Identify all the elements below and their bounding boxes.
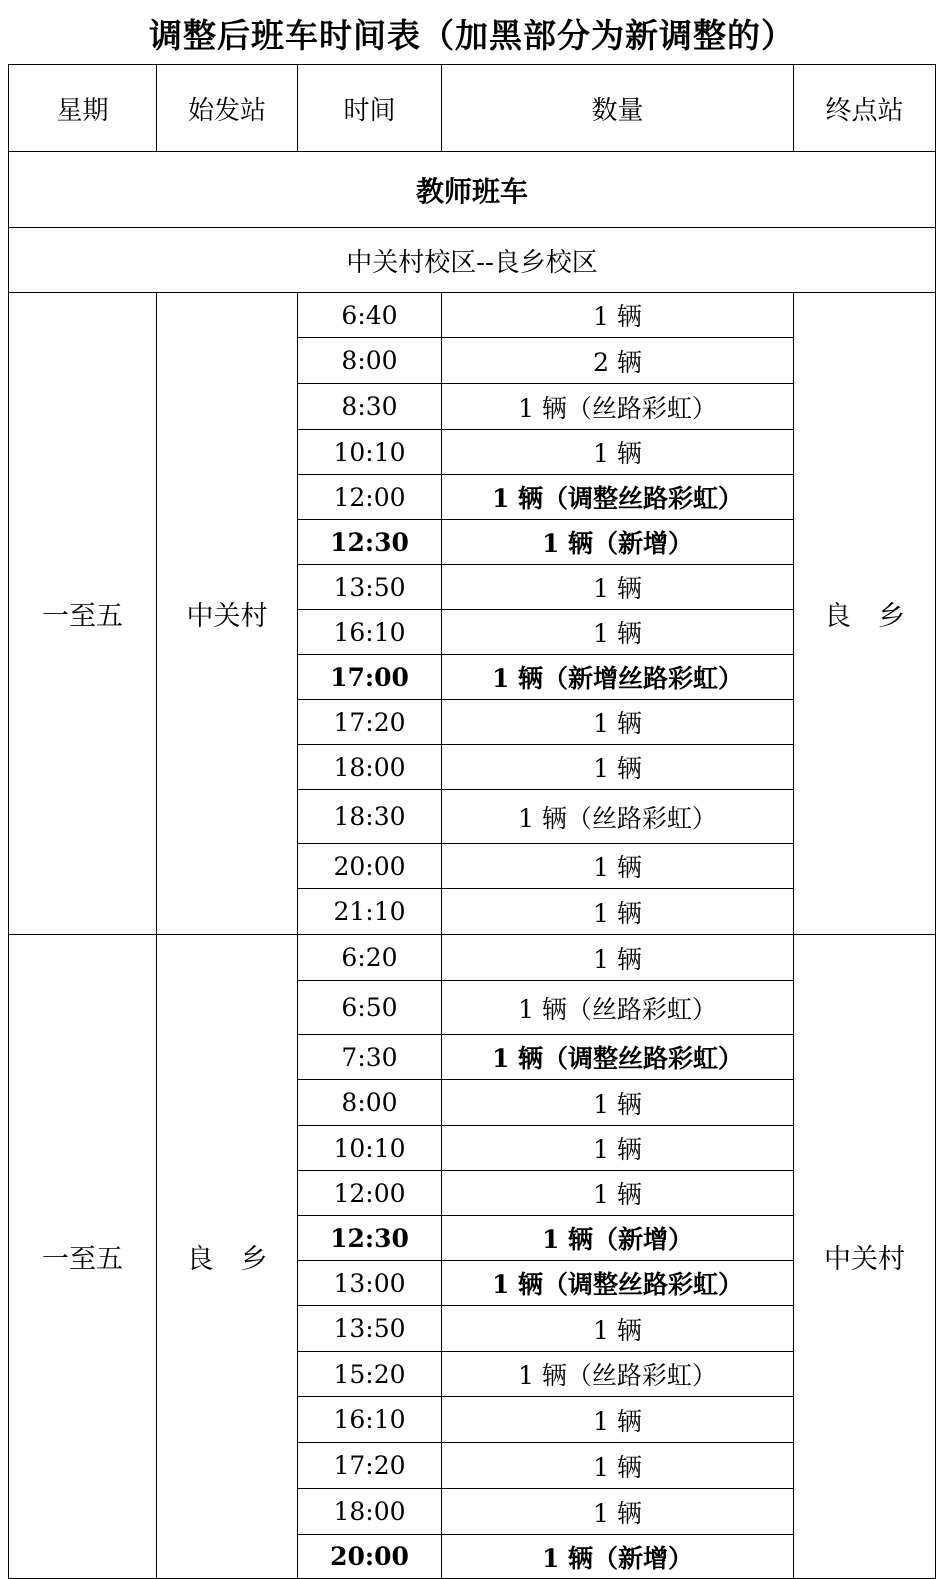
quantity-cell: 1 辆（新增） <box>442 520 794 565</box>
weekday-cell: 一至五 <box>9 935 157 1579</box>
quantity-cell: 1 辆 <box>442 935 794 981</box>
quantity-cell: 1 辆（新增） <box>442 1216 794 1261</box>
quantity-cell: 1 辆（丝路彩虹） <box>442 1352 794 1397</box>
header-end-station: 终点站 <box>794 65 936 152</box>
header-row <box>9 65 936 152</box>
header-weekday: 星期 <box>9 65 157 152</box>
time-cell: 21:10 <box>298 889 442 935</box>
time-cell: 15:20 <box>298 1352 442 1397</box>
time-cell: 17:20 <box>298 700 442 745</box>
time-cell: 17:00 <box>298 655 442 700</box>
time-cell: 13:50 <box>298 565 442 610</box>
time-cell: 8:00 <box>298 338 442 384</box>
section-row <box>9 152 936 228</box>
schedule-table <box>8 64 936 1579</box>
time-cell: 6:50 <box>298 981 442 1035</box>
start-station-cell: 良 乡 <box>157 935 298 1579</box>
time-cell: 20:00 <box>298 844 442 889</box>
time-cell: 17:20 <box>298 1443 442 1489</box>
route-row <box>9 228 936 293</box>
quantity-cell: 1 辆 <box>442 1171 794 1216</box>
time-cell: 13:50 <box>298 1306 442 1352</box>
quantity-cell: 1 辆 <box>442 1126 794 1171</box>
quantity-cell: 1 辆 <box>442 745 794 790</box>
time-cell: 12:30 <box>298 520 442 565</box>
end-station-cell: 中关村 <box>794 935 936 1579</box>
quantity-cell: 1 辆（调整丝路彩虹） <box>442 475 794 520</box>
weekday-cell: 一至五 <box>9 293 157 935</box>
route-title: 中关村校区--良乡校区 <box>9 228 936 293</box>
time-cell: 12:00 <box>298 475 442 520</box>
time-cell: 18:00 <box>298 1489 442 1535</box>
quantity-cell: 1 辆 <box>442 889 794 935</box>
quantity-cell: 1 辆 <box>442 844 794 889</box>
page-title: 调整后班车时间表（加黑部分为新调整的） <box>149 16 795 55</box>
header-quantity: 数量 <box>442 65 794 152</box>
quantity-cell: 1 辆 <box>442 1306 794 1352</box>
quantity-cell: 1 辆（调整丝路彩虹） <box>442 1035 794 1080</box>
quantity-cell: 1 辆（丝路彩虹） <box>442 981 794 1035</box>
table-row <box>9 293 936 338</box>
quantity-cell: 1 辆 <box>442 1443 794 1489</box>
end-station-cell: 良 乡 <box>794 293 936 935</box>
time-cell: 8:00 <box>298 1080 442 1126</box>
start-station-cell: 中关村 <box>157 293 298 935</box>
quantity-cell: 1 辆 <box>442 1489 794 1535</box>
time-cell: 12:00 <box>298 1171 442 1216</box>
table-row <box>9 935 936 981</box>
quantity-cell: 1 辆 <box>442 565 794 610</box>
time-cell: 20:00 <box>298 1535 442 1579</box>
quantity-cell: 1 辆 <box>442 610 794 655</box>
time-cell: 18:30 <box>298 790 442 844</box>
section-title: 教师班车 <box>9 152 936 228</box>
quantity-cell: 1 辆（丝路彩虹） <box>442 384 794 430</box>
time-cell: 10:10 <box>298 1126 442 1171</box>
header-time: 时间 <box>298 65 442 152</box>
quantity-cell: 1 辆 <box>442 700 794 745</box>
time-cell: 16:10 <box>298 1397 442 1443</box>
time-cell: 8:30 <box>298 384 442 430</box>
quantity-cell: 1 辆 <box>442 1397 794 1443</box>
header-start-station: 始发站 <box>157 65 298 152</box>
time-cell: 13:00 <box>298 1261 442 1306</box>
quantity-cell: 1 辆（新增） <box>442 1535 794 1579</box>
time-cell: 12:30 <box>298 1216 442 1261</box>
quantity-cell: 1 辆（丝路彩虹） <box>442 790 794 844</box>
quantity-cell: 1 辆（调整丝路彩虹） <box>442 1261 794 1306</box>
time-cell: 7:30 <box>298 1035 442 1080</box>
quantity-cell: 2 辆 <box>442 338 794 384</box>
quantity-cell: 1 辆 <box>442 293 794 338</box>
time-cell: 18:00 <box>298 745 442 790</box>
quantity-cell: 1 辆（新增丝路彩虹） <box>442 655 794 700</box>
quantity-cell: 1 辆 <box>442 1080 794 1126</box>
time-cell: 6:40 <box>298 293 442 338</box>
time-cell: 6:20 <box>298 935 442 981</box>
schedule-body <box>9 65 936 1579</box>
time-cell: 10:10 <box>298 430 442 475</box>
quantity-cell: 1 辆 <box>442 430 794 475</box>
time-cell: 16:10 <box>298 610 442 655</box>
